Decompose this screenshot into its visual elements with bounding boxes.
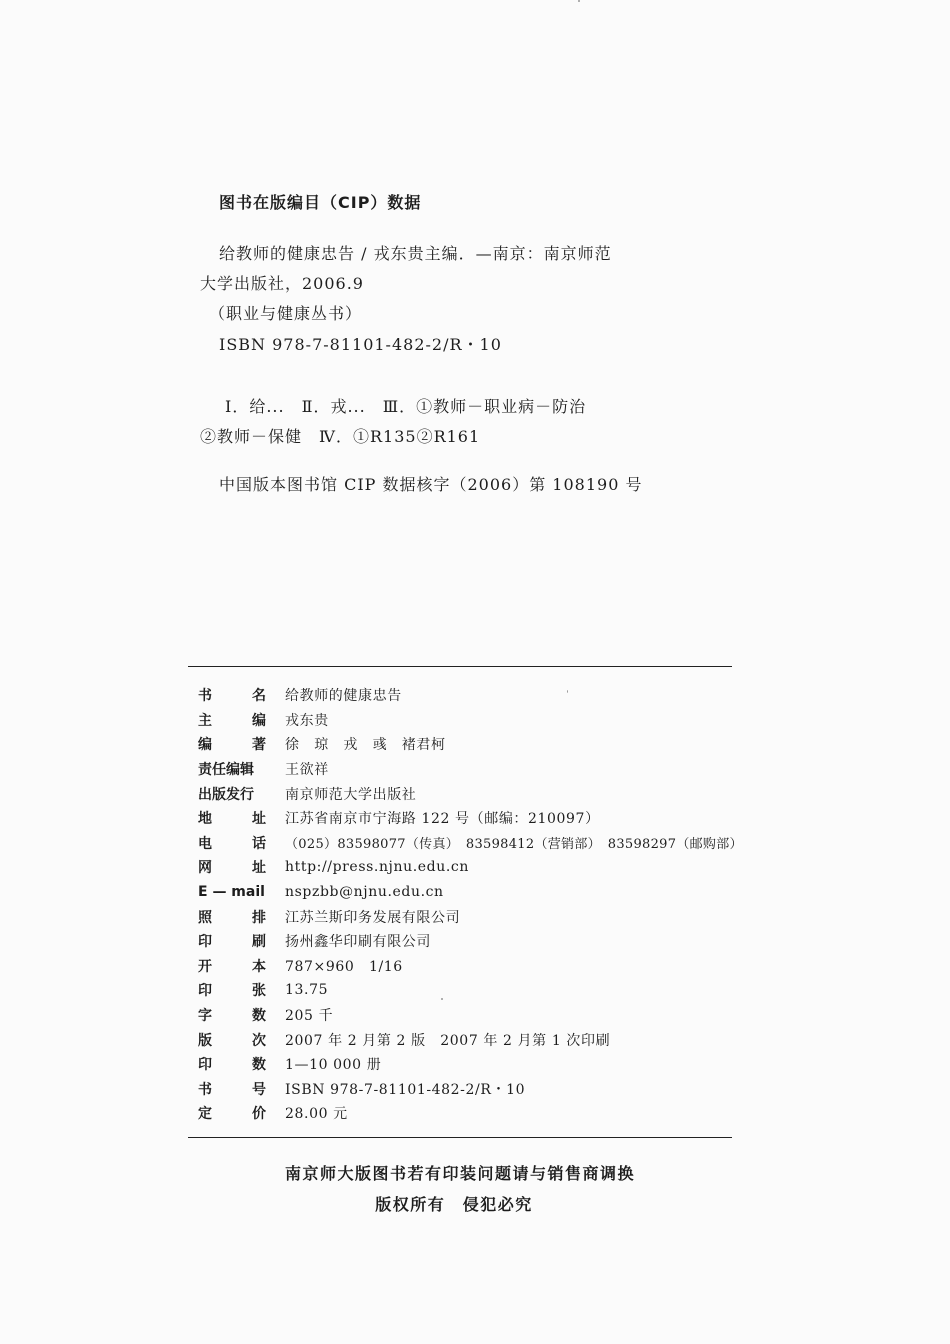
colophon-value: 给教师的健康忠告 bbox=[285, 688, 402, 705]
colophon-row bbox=[198, 1101, 758, 1126]
colophon-row bbox=[198, 831, 758, 856]
cip-line: 大学出版社，2006.9 bbox=[200, 274, 364, 293]
paper-speck bbox=[567, 690, 568, 693]
colophon-label: 编 著 bbox=[198, 737, 266, 754]
colophon-row bbox=[198, 683, 758, 708]
colophon-label: 电 话 bbox=[198, 835, 266, 852]
colophon-label: 印 刷 bbox=[198, 934, 266, 951]
colophon-label: 定 价 bbox=[198, 1106, 266, 1123]
colophon-row bbox=[198, 806, 758, 831]
colophon-label: 版 次 bbox=[198, 1032, 266, 1049]
colophon-value: 205 千 bbox=[285, 1008, 334, 1025]
colophon-value: nspzbb@njnu.edu.cn bbox=[285, 884, 444, 901]
colophon-value: （025）83598077（传真） 83598412（营销部） 83598297（邮购部） bbox=[285, 837, 743, 853]
colophon-value: 2007 年 2 月第 2 版 2007 年 2 月第 1 次印刷 bbox=[285, 1032, 611, 1049]
colophon-row bbox=[198, 1027, 758, 1052]
colophon-value: 28.00 元 bbox=[285, 1106, 348, 1123]
paper-speck bbox=[441, 998, 443, 1000]
cip-line: ②教师－保健 Ⅳ．①R135②R161 bbox=[200, 427, 481, 446]
colophon-label: 网 址 bbox=[198, 860, 266, 877]
colophon-row bbox=[198, 954, 758, 979]
colophon-row bbox=[198, 1052, 758, 1077]
colophon-value: 王欲祥 bbox=[285, 762, 329, 779]
colophon-value: ISBN 978-7-81101-482-2/R・10 bbox=[285, 1081, 526, 1098]
colophon-row bbox=[198, 978, 758, 1003]
colophon-value: 1—10 000 册 bbox=[285, 1057, 382, 1074]
colophon-label: 地 址 bbox=[198, 811, 266, 828]
colophon-table bbox=[198, 683, 758, 1126]
colophon-row bbox=[198, 1077, 758, 1102]
colophon-value: 江苏省南京市宁海路 122 号（邮编：210097） bbox=[285, 811, 600, 828]
colophon-value: 徐 琼 戎 彧 褚君柯 bbox=[285, 737, 446, 754]
cip-line: 中国版本图书馆 CIP 数据核字（2006）第 108190 号 bbox=[219, 475, 643, 494]
colophon-value: 南京师范大学出版社 bbox=[285, 786, 417, 803]
colophon-label: E — mail bbox=[198, 884, 265, 901]
colophon-label: 书 名 bbox=[198, 688, 266, 705]
footer-notice: 南京师大版图书若有印装问题请与销售商调换 bbox=[284, 1164, 635, 1183]
colophon-label: 书 号 bbox=[198, 1081, 266, 1098]
colophon-value: 13.75 bbox=[285, 982, 329, 999]
cip-title: 图书在版编目（CIP）数据 bbox=[219, 193, 422, 212]
colophon-value: 787×960 1/16 bbox=[285, 958, 403, 975]
cip-line: ISBN 978-7-81101-482-2/R・10 bbox=[219, 335, 502, 354]
colophon-label: 出版发行 bbox=[198, 786, 254, 803]
colophon-label: 印 数 bbox=[198, 1057, 266, 1074]
colophon-value: http://press.njnu.edu.cn bbox=[285, 859, 469, 876]
colophon-row bbox=[198, 708, 758, 733]
colophon-top-rule bbox=[188, 666, 732, 667]
colophon-label: 照 排 bbox=[198, 909, 266, 926]
colophon-label: 字 数 bbox=[198, 1008, 266, 1025]
colophon-row bbox=[198, 1003, 758, 1028]
colophon-label: 主 编 bbox=[198, 712, 266, 729]
paper-speck bbox=[578, 0, 580, 2]
cip-line: Ⅰ．给... Ⅱ．戎... Ⅲ．①教师－职业病－防治 bbox=[225, 397, 587, 416]
colophon-row bbox=[198, 880, 758, 905]
colophon-label: 印 张 bbox=[198, 983, 266, 1000]
colophon-value: 江苏兰斯印务发展有限公司 bbox=[285, 909, 461, 926]
colophon-row bbox=[198, 929, 758, 954]
colophon-row bbox=[198, 904, 758, 929]
footer-copyright: 版权所有 侵犯必究 bbox=[375, 1195, 533, 1214]
colophon-value: 扬州鑫华印刷有限公司 bbox=[285, 934, 431, 951]
colophon-label: 责任编辑 bbox=[198, 762, 254, 779]
colophon-value: 戎东贵 bbox=[285, 712, 329, 729]
colophon-bottom-rule bbox=[188, 1137, 732, 1138]
cip-line: 给教师的健康忠告 / 戎东贵主编．—南京：南京师范 bbox=[219, 244, 612, 263]
colophon-label: 开 本 bbox=[198, 958, 266, 975]
colophon-row bbox=[198, 732, 758, 757]
colophon-row bbox=[198, 757, 758, 782]
colophon-row bbox=[198, 855, 758, 880]
colophon-row bbox=[198, 781, 758, 806]
cip-line: （职业与健康丛书） bbox=[209, 304, 363, 323]
